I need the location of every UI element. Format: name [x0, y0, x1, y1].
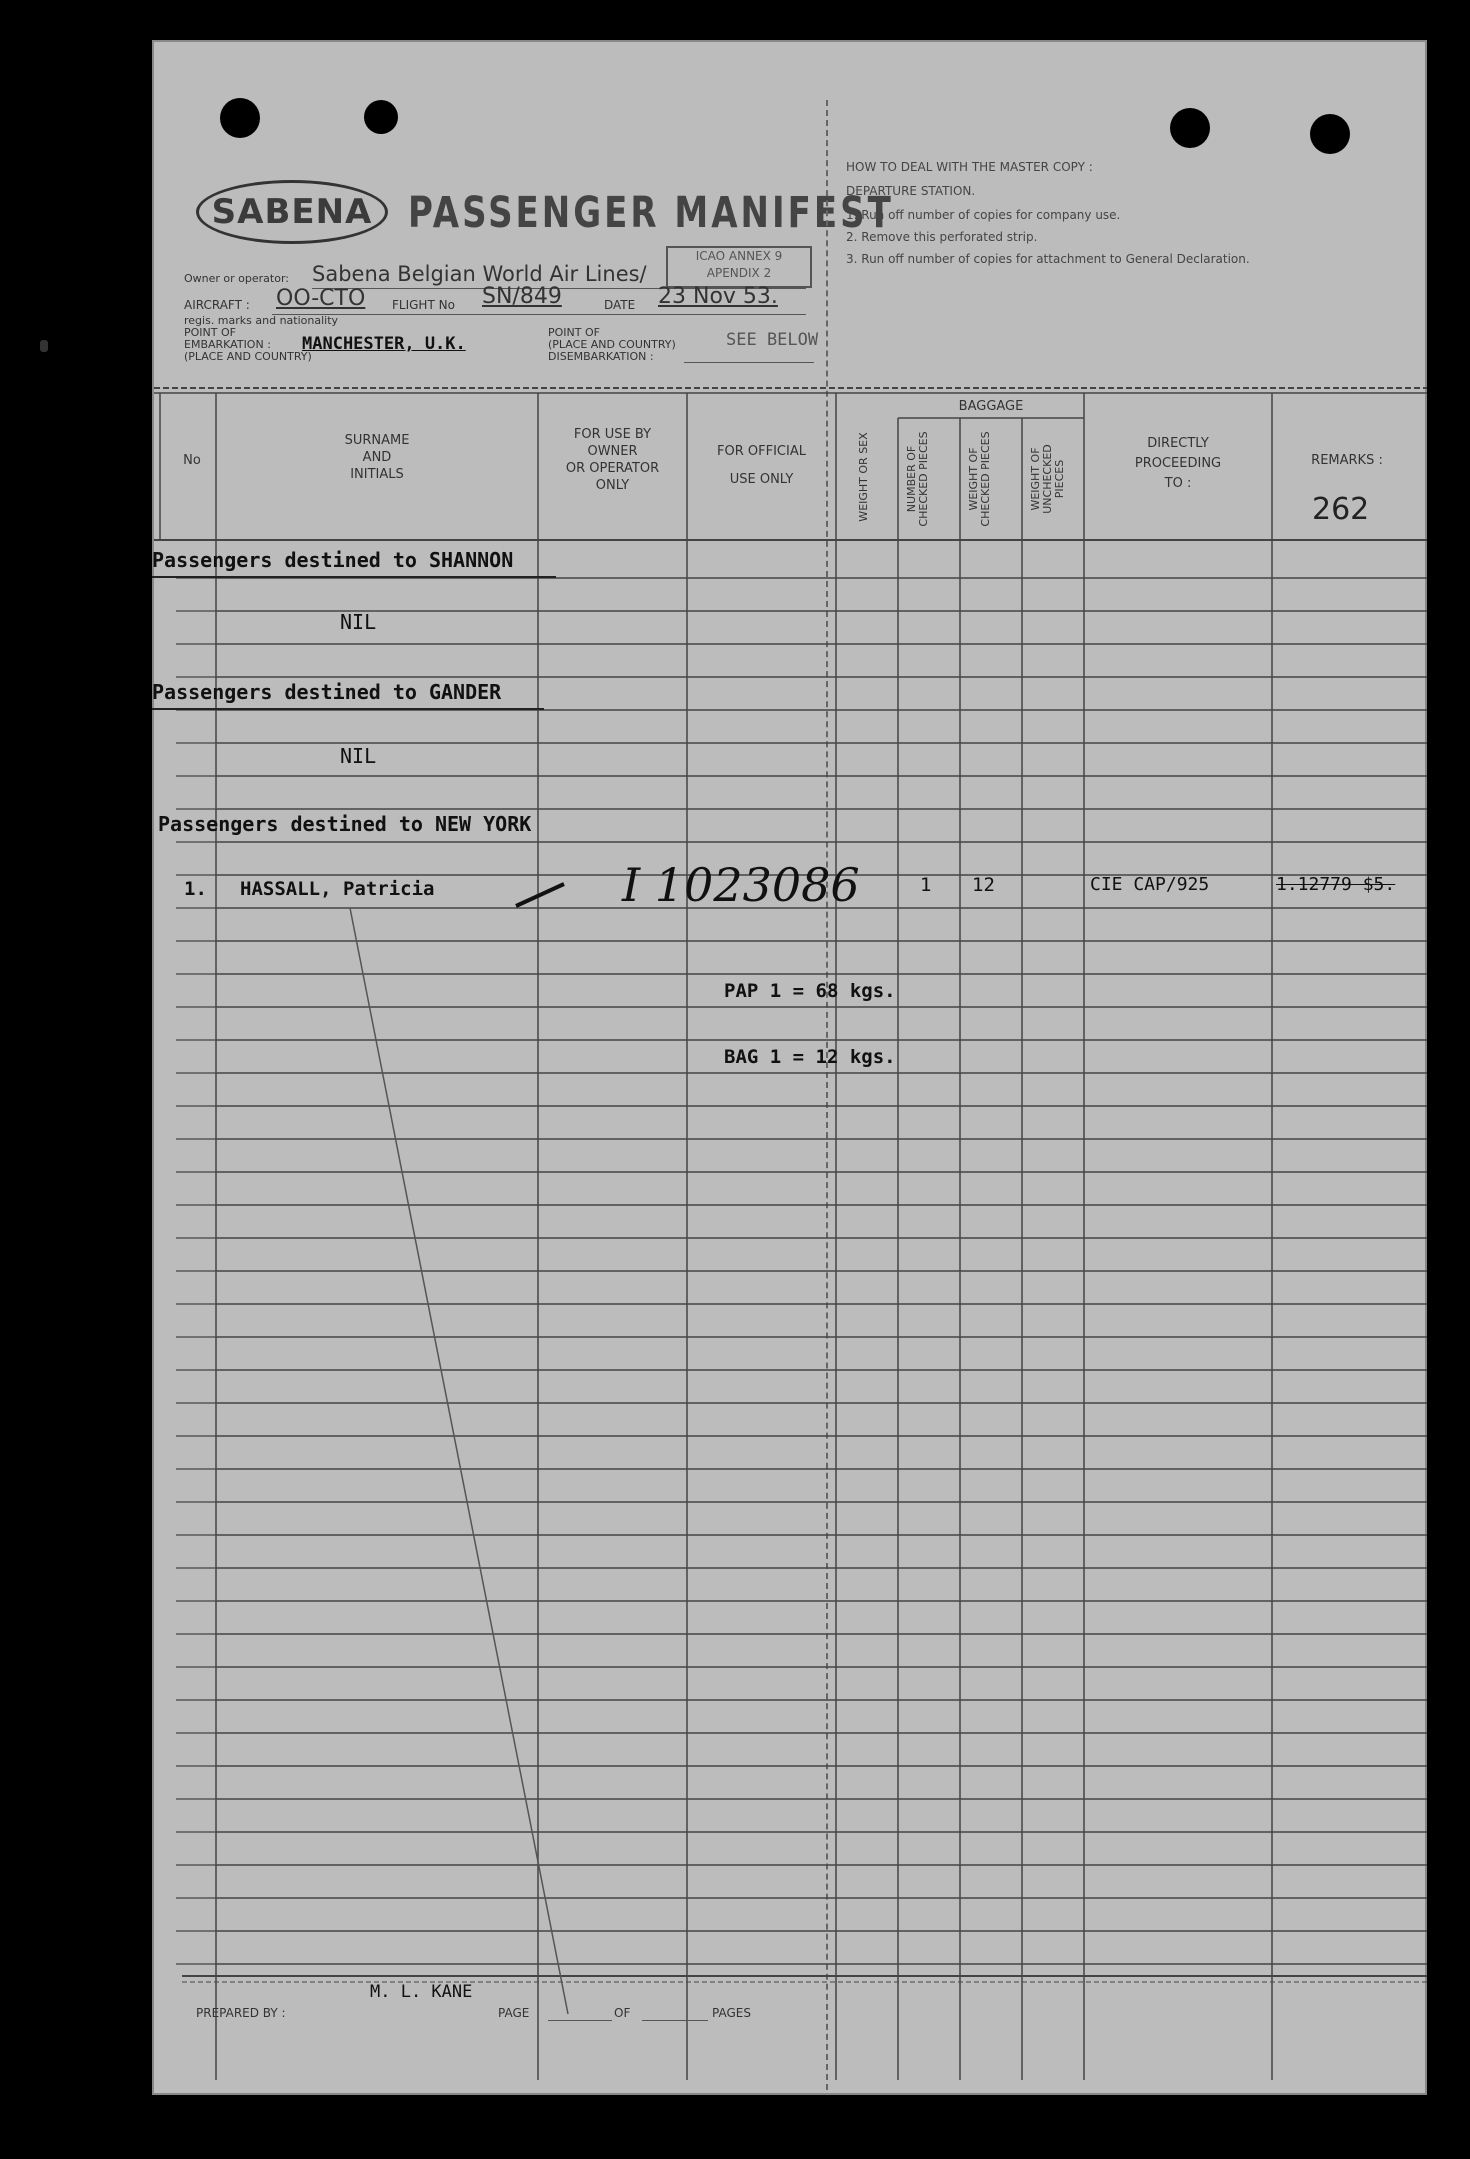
regis-label: regis. marks and nationality [184, 314, 339, 327]
pages-label: PAGES [712, 2006, 751, 2020]
col-header-owner-2: OWNER [587, 444, 638, 459]
owner-value: Sabena Belgian World Air Lines/ [312, 262, 647, 286]
section-gander: Passengers destined to GANDER [152, 680, 502, 704]
passenger-proceeding: CIE CAP/925 [1090, 874, 1210, 895]
remarks-number: 262 [1312, 492, 1370, 527]
disembark-label-2: (PLACE AND COUNTRY) [548, 338, 676, 351]
col-header-directly-2: PROCEEDING [1134, 456, 1222, 471]
page-title: PASSENGER MANIFEST [408, 188, 894, 238]
col-header-directly-3: TO : [1164, 476, 1192, 491]
icao-line-2: APENDIX 2 [706, 266, 772, 280]
col-header-surname-3: INITIALS [350, 467, 404, 482]
embark-value: MANCHESTER, U.K. [302, 334, 466, 354]
col-header-remarks: REMARKS : [1311, 453, 1383, 468]
section-gander-entry: NIL [340, 744, 377, 768]
passenger-weight: 12 [972, 874, 995, 896]
col-header-baggage: BAGGAGE [958, 399, 1024, 414]
col-header-owner-1: FOR USE BY [573, 427, 652, 442]
col-header-weight-checked: WEIGHT OF CHECKED PIECES [967, 431, 992, 527]
passenger-pieces: 1 [920, 874, 932, 896]
section-shannon: Passengers destined to SHANNON [152, 548, 514, 572]
col-header-official-2: USE ONLY [729, 472, 794, 487]
owner-label: Owner or operator: [184, 272, 289, 285]
pencil-line [342, 904, 582, 2024]
col-header-owner [538, 426, 687, 494]
instruction-line: HOW TO DEAL WITH THE MASTER COPY : [846, 160, 1093, 174]
col-header-official [687, 438, 836, 494]
disembark-label-1: POINT OF [548, 326, 600, 339]
note-pap: PAP 1 = 68 kgs. [724, 980, 896, 1002]
sabena-logo: SABENA [196, 180, 388, 244]
page-label: PAGE [498, 2006, 530, 2020]
col-header-number-checked: NUMBER OF CHECKED PIECES [905, 431, 930, 527]
of-underline [642, 2020, 708, 2021]
embark-label-3: (PLACE AND COUNTRY) [184, 350, 312, 363]
aircraft-label: AIRCRAFT : [184, 298, 250, 312]
instruction-line: DEPARTURE STATION. [846, 184, 976, 198]
edge-mark [40, 340, 48, 352]
passenger-name: HASSALL, Patricia [240, 878, 435, 900]
instruction-line: 1. Run off number of copies for company use. [846, 208, 1121, 222]
passenger-no: 1. [184, 878, 207, 900]
page-underline [548, 2020, 612, 2021]
prepared-label: PREPARED BY : [196, 2006, 286, 2020]
col-header-weight-unchecked: WEIGHT OF UNCHECKED PIECES [1029, 444, 1066, 514]
section-shannon-underline [152, 576, 556, 578]
col-header-surname-2: AND [362, 450, 392, 465]
note-bag: BAG 1 = 12 kgs. [724, 1046, 896, 1068]
col-header-owner-4: ONLY [595, 478, 630, 493]
embark-label-1: POINT OF [184, 326, 236, 339]
col-header-weight-sex: WEIGHT OR SEX [857, 432, 870, 522]
manifest-sheet [152, 40, 1427, 2095]
col-header-owner-3: OR OPERATOR [565, 461, 660, 476]
col-header-directly [1084, 434, 1272, 494]
prepared-value: M. L. KANE [370, 1982, 473, 2002]
passenger-handwritten-number: I 1023086 [622, 858, 860, 912]
passenger-remarks: 1.12779 $5. [1276, 874, 1396, 895]
embark-label-2: EMBARKATION : [184, 338, 271, 351]
aircraft-value: OO-CTO [276, 286, 366, 311]
flight-value: SN/849 [482, 284, 562, 309]
of-label: OF [614, 2006, 631, 2020]
disembark-value: SEE BELOW [726, 330, 819, 350]
section-gander-underline [152, 708, 544, 710]
instruction-line: 2. Remove this perforated strip. [846, 230, 1038, 244]
disembark-label-3: DISEMBARKATION : [548, 350, 654, 363]
date-value: 23 Nov 53. [658, 284, 778, 309]
col-header-surname-1: SURNAME [344, 433, 410, 448]
section-new-york: Passengers destined to NEW YORK [158, 812, 532, 836]
instruction-line: 3. Run off number of copies for attachment to General Declaration. [846, 252, 1250, 266]
col-header-official-1: FOR OFFICIAL [717, 444, 806, 459]
col-header-no: No [183, 453, 201, 468]
icao-line-1: ICAO ANNEX 9 [695, 249, 783, 263]
col-header-surname [216, 432, 538, 483]
col-header-directly-1: DIRECTLY [1147, 436, 1209, 451]
date-label: DATE [604, 298, 636, 312]
section-shannon-entry: NIL [340, 610, 377, 634]
flight-label: FLIGHT No [392, 298, 455, 312]
